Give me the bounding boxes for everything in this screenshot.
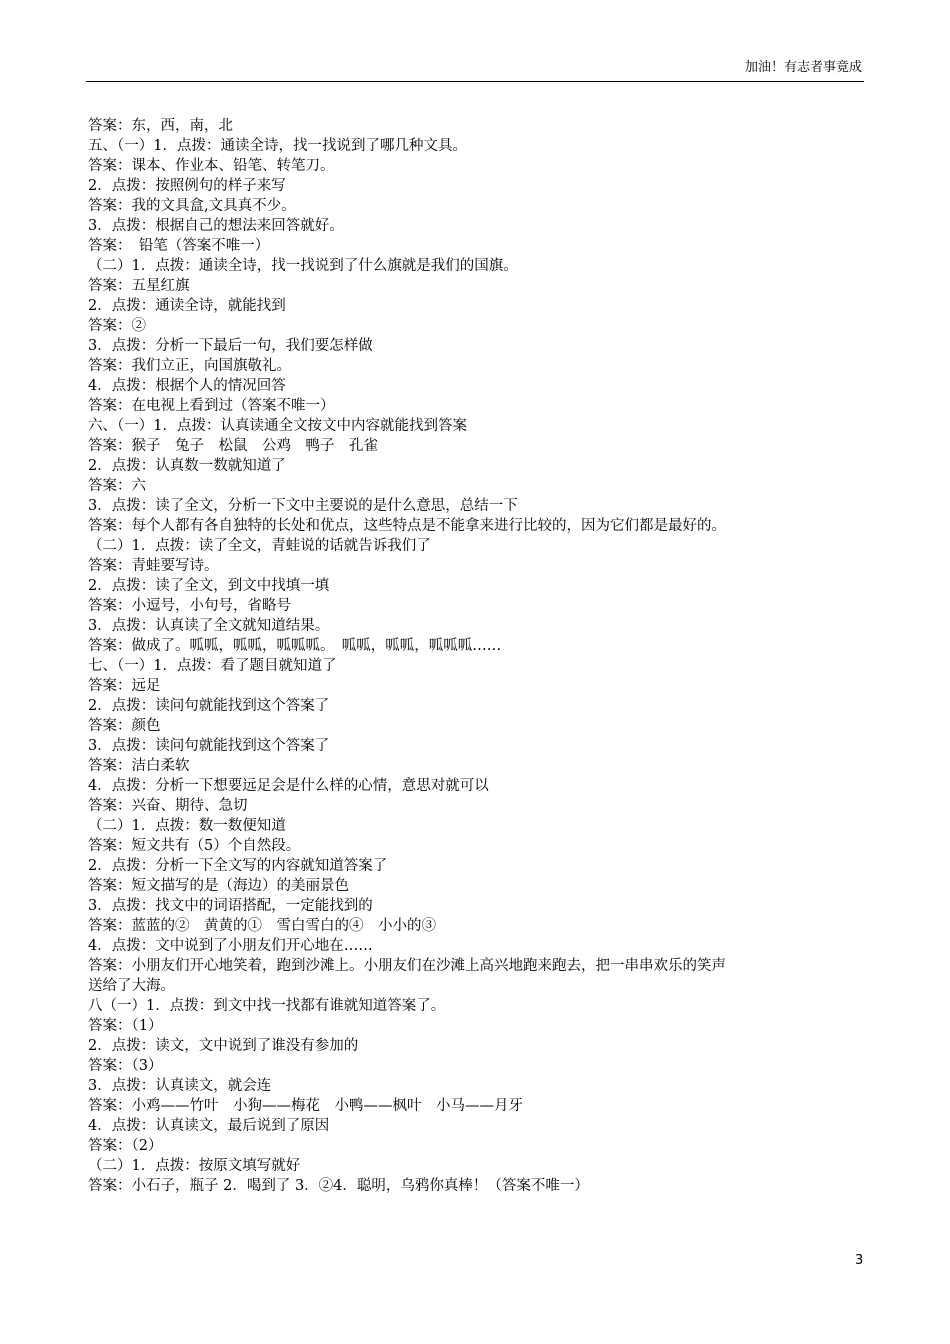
answer-line: 答案：每个人都有各自独特的长处和优点，这些特点是不能拿来进行比较的，因为它们都是最好的。 (88, 518, 726, 534)
answer-line: 2．点拨：按照例句的样子来写 (88, 178, 286, 194)
answer-line: 3．点拨：读了全文，分析一下文中主要说的是什么意思，总结一下 (88, 498, 518, 514)
answer-line: 3．点拨：找文中的词语搭配，一定能找到的 (88, 898, 373, 914)
answer-line: 3．点拨：分析一下最后一句，我们要怎样做 (88, 338, 373, 354)
answer-line: 答案：猴子 兔子 松鼠 公鸡 鸭子 孔雀 (88, 438, 378, 454)
answer-line: 答案：小鸡——竹叶 小狗——梅花 小鸭——枫叶 小马——月牙 (88, 1098, 523, 1114)
answer-line: 答案：（1） (88, 1018, 163, 1034)
header-divider (86, 81, 864, 82)
answer-line: 3．点拨：根据自己的想法来回答就好。 (88, 218, 344, 234)
answer-line: 送给了大海。 (88, 978, 175, 994)
answer-line: 2．点拨：读了全文，到文中找填一填 (88, 578, 330, 594)
answer-line: 2．点拨：分析一下全文写的内容就知道答案了 (88, 858, 388, 874)
answer-line: 答案：小石子，瓶子 2．喝到了 3．②4．聪明，乌鸦你真棒！（答案不唯一） (88, 1178, 589, 1194)
answer-line: 六、（一）1．点拨：认真读通全文按文中内容就能找到答案 (88, 418, 467, 434)
answer-line: 2．点拨：读问句就能找到这个答案了 (88, 698, 330, 714)
answer-line: 答案：② (88, 318, 146, 334)
answer-line: 3．点拨：认真读文，就会连 (88, 1078, 272, 1094)
answer-line: 答案：做成了。呱呱，呱呱，呱呱呱。 呱呱，呱呱，呱呱呱…… (88, 638, 502, 654)
answer-line: 答案：颜色 (88, 718, 161, 734)
answer-line: （二）1．点拨：读了全文，青蛙说的话就告诉我们了 (88, 538, 431, 554)
page-number: 3 (855, 1253, 864, 1268)
answer-line: 八（一）1．点拨：到文中找一找都有谁就知道答案了。 (88, 998, 446, 1014)
header-motto: 加油！有志者事竟成 (744, 60, 862, 75)
answer-line: 答案：洁白柔软 (88, 758, 190, 774)
answer-line: 4．点拨：认真读文，最后说到了原因 (88, 1118, 330, 1134)
answer-line: 五、（一）1．点拨：通读全诗，找一找说到了哪几种文具。 (88, 138, 467, 154)
answer-line: 4．点拨：文中说到了小朋友们开心地在…… (88, 938, 373, 954)
answer-line: （二）1．点拨：数一数便知道 (88, 818, 286, 834)
answer-line: 答案：小朋友们开心地笑着，跑到沙滩上。小朋友们在沙滩上高兴地跑来跑去，把一串串欢乐的笑声 (88, 958, 726, 974)
answer-line: 答案：五星红旗 (88, 278, 190, 294)
answer-line: 答案：课本、作业本、铅笔、转笔刀。 (88, 158, 335, 174)
answer-line: 答案： 铅笔（答案不唯一） (88, 238, 270, 254)
answer-line: 2．点拨：认真数一数就知道了 (88, 458, 286, 474)
answer-line: 4．点拨：根据个人的情况回答 (88, 378, 286, 394)
answer-line: 2．点拨：读文，文中说到了谁没有参加的 (88, 1038, 359, 1054)
answer-key-body (88, 116, 866, 1196)
answer-line: 答案：六 (88, 478, 146, 494)
answer-line: 答案：（2） (88, 1138, 163, 1154)
answer-line: 答案：兴奋、期待、急切 (88, 798, 248, 814)
answer-line: 答案：短文描写的是（海边）的美丽景色 (88, 878, 349, 894)
answer-line: 答案：短文共有（5）个自然段。 (88, 838, 301, 854)
answer-line: 答案：在电视上看到过（答案不唯一） (88, 398, 335, 414)
answer-line: （二）1．点拨：按原文填写就好 (88, 1158, 301, 1174)
answer-line: 答案：东，西，南，北 (88, 118, 233, 134)
answer-line: 七、（一）1．点拨：看了题目就知道了 (88, 658, 337, 674)
answer-line: 答案：（3） (88, 1058, 163, 1074)
answer-line: 答案：远足 (88, 678, 161, 694)
answer-line: 答案：我的文具盒,文具真不少。 (88, 198, 296, 214)
answer-line: 3．点拨：读问句就能找到这个答案了 (88, 738, 330, 754)
answer-line: 答案：小逗号，小句号，省略号 (88, 598, 291, 614)
answer-line: 4．点拨：分析一下想要远足会是什么样的心情，意思对就可以 (88, 778, 489, 794)
answer-line: 2．点拨：通读全诗，就能找到 (88, 298, 286, 314)
answer-line: 答案：青蛙要写诗。 (88, 558, 219, 574)
answer-line: 答案：我们立正，向国旗敬礼。 (88, 358, 291, 374)
answer-line: 答案：蓝蓝的② 黄黄的① 雪白雪白的④ 小小的③ (88, 918, 436, 934)
answer-line: （二）1．点拨：通读全诗，找一找说到了什么旗就是我们的国旗。 (88, 258, 518, 274)
answer-line: 3．点拨：认真读了全文就知道结果。 (88, 618, 330, 634)
